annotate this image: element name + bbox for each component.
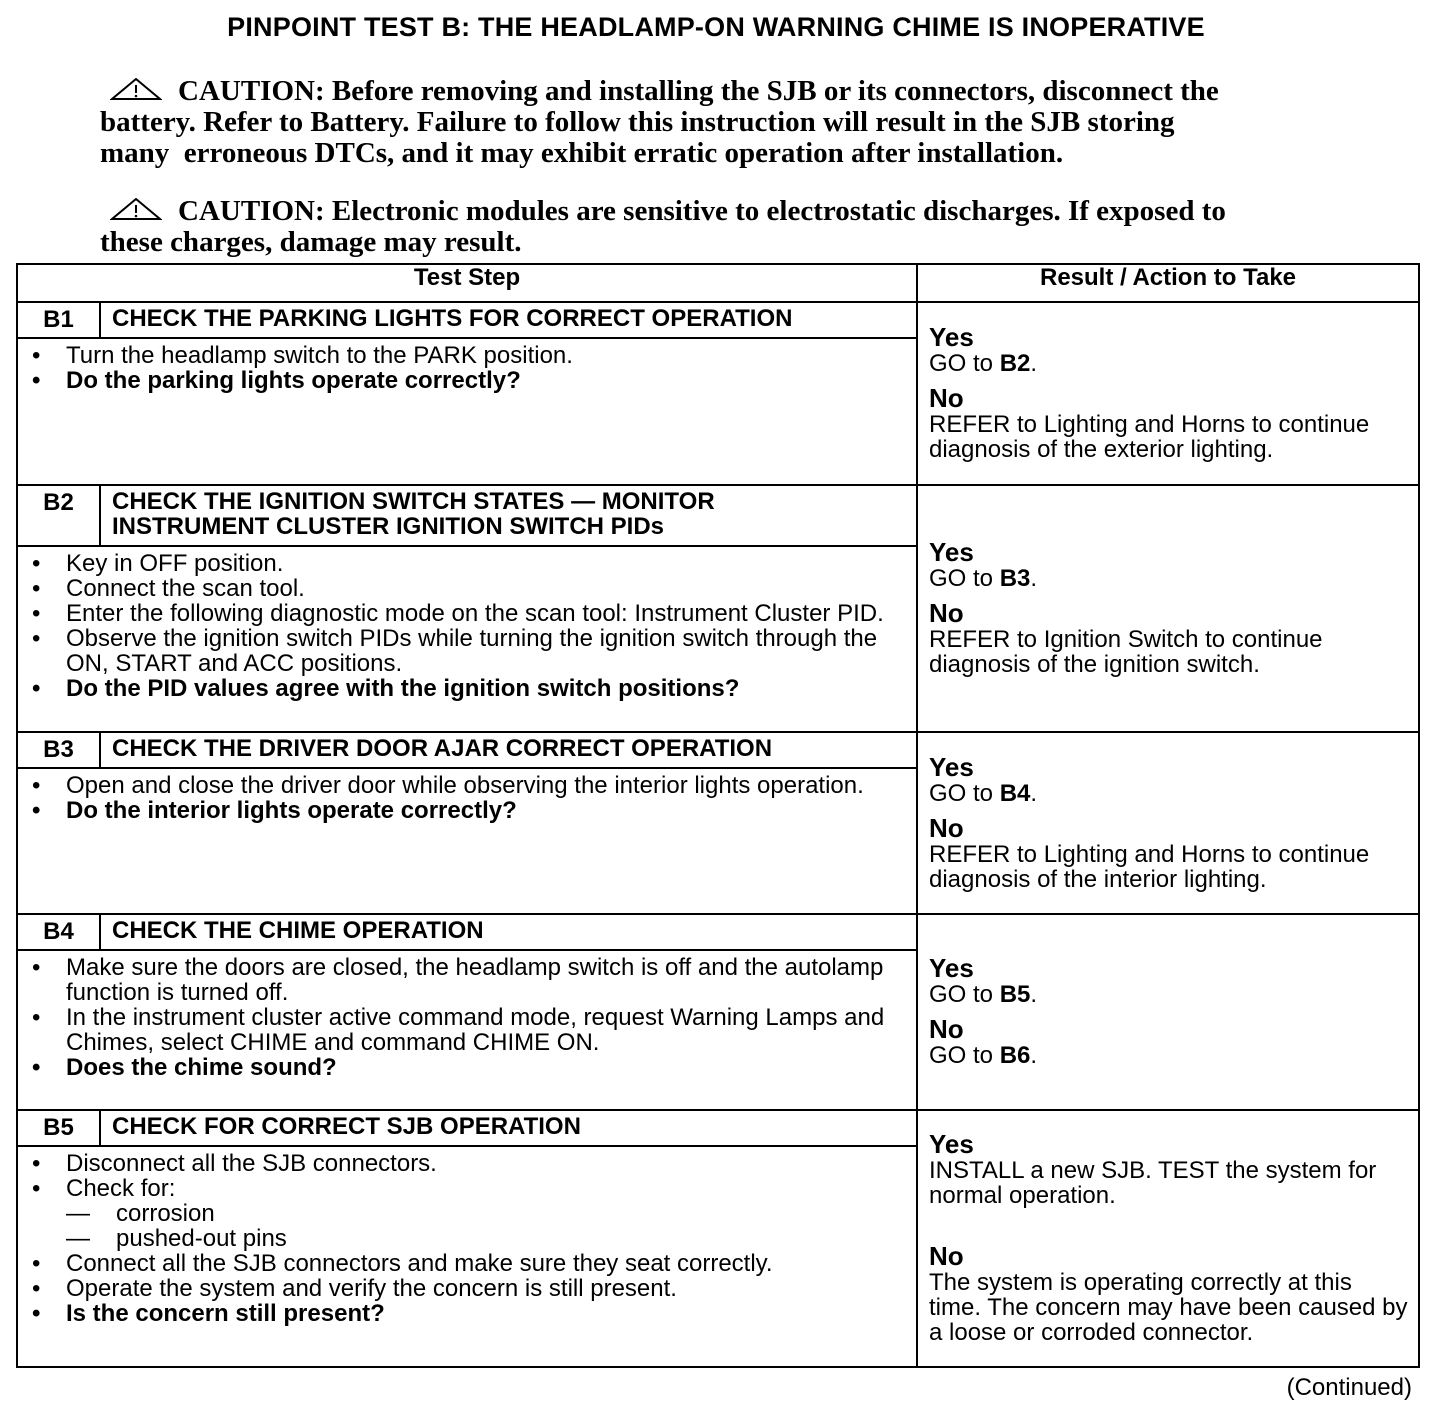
list-item: • Key in OFF position. — [28, 551, 908, 576]
step-title-line: CHECK THE PARKING LIGHTS FOR CORRECT OPERATION — [112, 305, 793, 332]
list-item: • Turn the headlamp switch to the PARK position. — [28, 343, 908, 368]
list-item: • In the instrument cluster active command mode, request Warning Lamps and Chimes, select CHIME and command CHIME ON. — [28, 1005, 908, 1055]
yes-label: Yes — [929, 953, 974, 983]
yes-action: GO to B4. — [929, 779, 1038, 807]
list-item: • Check for: — corrosion — pushed-out pins — [28, 1176, 908, 1251]
step-question: • Do the interior lights operate correctly? — [28, 798, 908, 823]
step-title-line: CHECK FOR CORRECT SJB OPERATION — [112, 1113, 581, 1140]
step-title-row — [17, 302, 1419, 338]
no-label: No — [929, 1014, 964, 1044]
caution-text-line: these charges, damage may result. — [100, 226, 522, 258]
sub-list-item: — pushed-out pins — [66, 1226, 908, 1251]
step-title-row — [17, 1110, 1419, 1146]
caution-electrical — [100, 76, 1340, 169]
yes-label: Yes — [929, 322, 974, 352]
step-body — [17, 546, 917, 732]
yes-label: Yes — [929, 537, 974, 567]
no-label: No — [929, 598, 964, 628]
list-item: • Observe the ignition switch PIDs while turning the ignition switch through the ON, START and ACC positions. — [28, 626, 908, 676]
list-item: • Disconnect all the SJB connectors. — [28, 1151, 908, 1176]
goto-step-link: B4 — [999, 779, 1031, 807]
table-header-row — [17, 264, 1419, 302]
step-body — [17, 950, 917, 1110]
header-test-step: Test Step — [17, 264, 917, 302]
goto-step-link: B5 — [999, 981, 1031, 1008]
no-label: No — [929, 383, 964, 413]
yes-label: Yes — [929, 1129, 974, 1159]
caution-text-line: many erroneous DTCs, and it may exhibit erratic operation after installation. — [100, 137, 1064, 169]
step-title — [100, 1110, 917, 1146]
caution-lead-text: CAUTION: Electronic modules are sensitive to electrostatic discharges. If exposed to — [178, 195, 1226, 227]
caution-electrostatic — [100, 196, 1340, 258]
step-result — [917, 1110, 1419, 1367]
step-title-line: INSTRUMENT CLUSTER IGNITION SWITCH PIDs — [112, 513, 664, 540]
step-title-line: CHECK THE CHIME OPERATION — [112, 917, 484, 944]
goto-step-link: B6 — [999, 1042, 1031, 1069]
pinpoint-test-table — [16, 263, 1420, 1368]
list-item: • Make sure the doors are closed, the headlamp switch is off and the autolamp function is turned off. — [28, 955, 908, 1005]
no-action: REFER to Ignition Switch to continue diagnosis of the ignition switch. — [929, 626, 1323, 678]
step-title-row — [17, 732, 1419, 768]
step-title-line: CHECK THE DRIVER DOOR AJAR CORRECT OPERATION — [112, 735, 773, 762]
step-id: B1 — [17, 302, 100, 338]
yes-action: INSTALL a new SJB. TEST the system for normal operation. — [929, 1157, 1377, 1209]
step-title-row — [17, 914, 1419, 950]
list-item: • Enter the following diagnostic mode on the scan tool: Instrument Cluster PID. — [28, 601, 908, 626]
step-body — [17, 1146, 917, 1367]
yes-action: GO to B5. — [929, 981, 1038, 1008]
caution-text-line: battery. Refer to Battery. Failure to follow this instruction will result in the SJB storing — [100, 106, 1175, 138]
step-title-line: CHECK THE IGNITION SWITCH STATES — MONITOR — [112, 488, 715, 515]
step-title — [100, 302, 917, 338]
no-action: GO to B6. — [929, 1042, 1038, 1069]
list-item: • Connect all the SJB connectors and make sure they seat correctly. — [28, 1251, 908, 1276]
goto-step-link: B3 — [999, 565, 1031, 592]
step-question: • Is the concern still present? — [28, 1301, 908, 1326]
step-result — [917, 302, 1419, 485]
no-label: No — [929, 812, 964, 843]
step-result — [917, 732, 1419, 914]
page-title: PINPOINT TEST B: THE HEADLAMP-ON WARNING CHIME IS INOPERATIVE — [227, 12, 1205, 42]
step-question: • Does the chime sound? — [28, 1055, 908, 1080]
step-title — [100, 732, 917, 768]
yes-label: Yes — [929, 751, 974, 782]
step-id: B4 — [17, 914, 100, 950]
step-result — [917, 485, 1419, 732]
no-action: REFER to Lighting and Horns to continue diagnosis of the interior lighting. — [929, 840, 1370, 893]
caution-lead-text: CAUTION: Before removing and installing the SJB or its connectors, disconnect the — [178, 75, 1219, 107]
yes-action: GO to B3. — [929, 565, 1038, 592]
warning-triangle-icon — [110, 78, 162, 100]
header-result: Result / Action to Take — [917, 264, 1419, 302]
step-title — [100, 485, 917, 546]
step-body — [17, 338, 917, 485]
step-question: • Do the parking lights operate correctly? — [28, 368, 908, 393]
no-label: No — [929, 1241, 964, 1271]
yes-action: GO to B2. — [929, 350, 1038, 377]
step-title — [100, 914, 917, 950]
no-action: The system is operating correctly at this time. The concern may have been caused by a loose or corroded connector. — [929, 1269, 1408, 1346]
list-item: • Operate the system and verify the concern is still present. — [28, 1276, 908, 1301]
step-result — [917, 914, 1419, 1110]
step-id: B3 — [17, 732, 100, 768]
step-id: B5 — [17, 1110, 100, 1146]
warning-triangle-icon — [110, 198, 162, 220]
sub-list-item: — corrosion — [66, 1201, 908, 1226]
step-question: • Do the PID values agree with the ignition switch positions? — [28, 676, 908, 701]
no-action: REFER to Lighting and Horns to continue diagnosis of the exterior lighting. — [929, 411, 1370, 463]
step-id: B2 — [17, 485, 100, 546]
step-body — [17, 768, 917, 914]
goto-step-link: B2 — [999, 350, 1031, 377]
list-item: • Open and close the driver door while observing the interior lights operation. — [28, 773, 908, 798]
list-item: • Connect the scan tool. — [28, 576, 908, 601]
step-title-row — [17, 485, 1419, 546]
continued-label: (Continued) — [1286, 1374, 1412, 1401]
